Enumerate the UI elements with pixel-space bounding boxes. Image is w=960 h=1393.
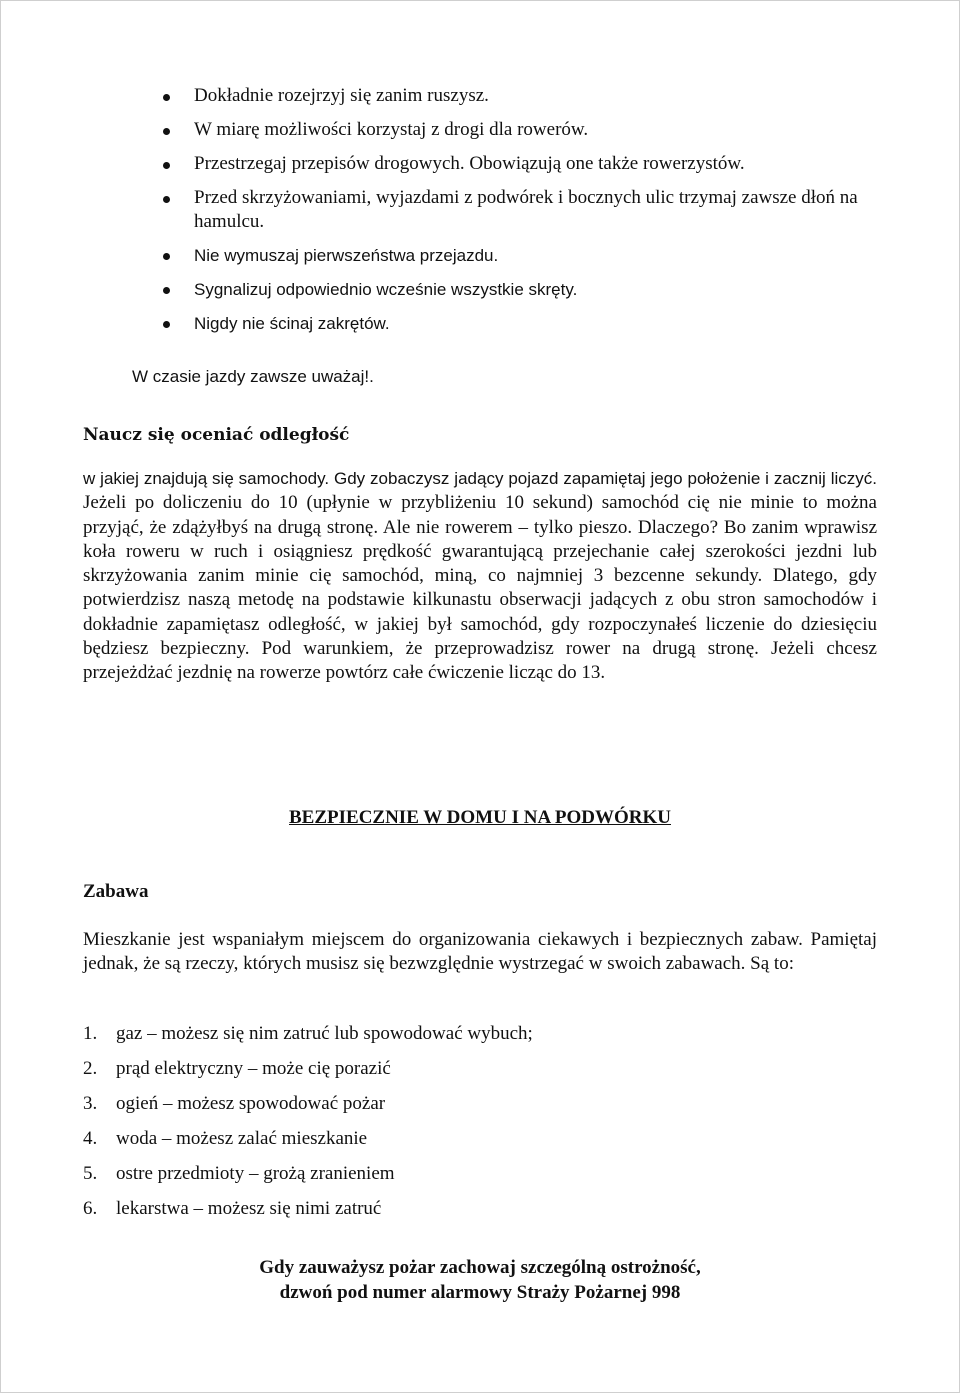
list-item-text: prąd elektryczny – może cię porazić (116, 1058, 391, 1079)
list-item-text: Nigdy nie ścinaj zakrętów. (194, 314, 390, 333)
list-item (163, 278, 863, 302)
list-item (83, 1197, 533, 1221)
list-item (83, 1057, 533, 1081)
list-item (83, 1092, 533, 1116)
list-item-text: woda – możesz zalać mieszkanie (116, 1128, 368, 1149)
list-item (163, 84, 863, 108)
closing-line-1: Gdy zauważysz pożar zachowaj szczególną ostrożność, (259, 1257, 701, 1278)
play-paragraph: Mieszkanie jest wspaniałym miejscem do organizowania ciekawych i bezpiecznych zabaw. Pamiętaj jednak, że są rzeczy, których musisz się bezwzględnie wystrzegać w swoich zabawach. Są to: (83, 929, 877, 974)
list-item-text: Nie wymuszaj pierwszeństwa przejazdu. (194, 246, 499, 265)
list-item (83, 1022, 533, 1046)
list-item-text: lekarstwa – możesz się nimi zatruć (116, 1198, 382, 1219)
list-item (83, 1162, 533, 1186)
dangers-list (83, 1022, 533, 1232)
list-number: 5. (83, 1163, 98, 1184)
distance-paragraph-body: Jeżeli po doliczeniu do 10 (upłynie w przybliżeniu 10 sekund) samochód cię nie minie to można przyjąć, że zdążyłbyś na drugą stronę. Ale nie rowerem – tylko pieszo. Dlaczego? Bo zanim wprawisz koła roweru w ruch i osiągniesz prędkość gwarantującą przejechanie całej szerokości jezdni lub skrzyżowania zanim minie cię samochód, miną, co najmniej 3 bezcenne sekundy. Dlatego, gdy potwierdzisz naszą metodę na podstawie kilkunastu obserwacji jadących z obu stron samochodów i dokładnie zapamiętasz odległość, w jakiej był samochód, gdy rozpoczynałeś liczenie do dziesięciu będziesz bezpieczny. Pod warunkiem, że przeprowadzisz rower na drugą stronę. Jeżeli chcesz przejeżdżać jezdnię na rowerze powtórz całe ćwiczenie licząc do 13. (83, 492, 877, 684)
list-number: 6. (83, 1198, 98, 1219)
list-number: 1. (83, 1023, 98, 1044)
closing-note (0, 1255, 960, 1305)
bullet-icon (163, 196, 170, 203)
list-number: 2. (83, 1058, 98, 1079)
list-item-text: Przed skrzyżowaniami, wyjazdami z podwórek i bocznych ulic trzymaj zawsze dłoń na hamulcu. (194, 187, 858, 232)
list-item-text: W miarę możliwości korzystaj z drogi dla rowerów. (194, 119, 589, 140)
list-item-text: ogień – możesz spowodować pożar (116, 1093, 386, 1114)
list-item (163, 186, 863, 234)
distance-paragraph-intro: w jakiej znajdują się samochody. Gdy zobaczysz jadący pojazd zapamiętaj jego położenie i zacznij liczyć. (83, 469, 877, 488)
list-item-text: Dokładnie rozejrzyj się zanim ruszysz. (194, 85, 489, 106)
attention-note: W czasie jazdy zawsze uważaj!. (132, 367, 374, 386)
bullet-icon (163, 128, 170, 135)
bullet-icon (163, 287, 170, 294)
play-heading: Zabawa (83, 881, 149, 902)
list-item (163, 312, 863, 336)
list-item-text: ostre przedmioty – grożą zranieniem (116, 1163, 395, 1184)
bullet-icon (163, 321, 170, 328)
list-number: 3. (83, 1093, 98, 1114)
bullet-icon (163, 94, 170, 101)
distance-paragraph (83, 467, 877, 686)
list-item-text: Sygnalizuj odpowiednio wcześnie wszystkie skręty. (194, 280, 578, 299)
list-item (163, 152, 863, 176)
closing-line-2: dzwoń pod numer alarmowy Straży Pożarnej 998 (279, 1282, 681, 1303)
list-item (83, 1127, 533, 1151)
bicycle-rules-list (163, 84, 863, 346)
section-title: BEZPIECZNIE W DOMU I NA PODWÓRKU (289, 807, 671, 828)
list-item-text: gaz – możesz się nim zatruć lub spowodować wybuch; (116, 1023, 533, 1044)
bullet-icon (163, 162, 170, 169)
list-number: 4. (83, 1128, 98, 1149)
list-item (163, 118, 863, 142)
distance-heading: Naucz się oceniać odległość (83, 425, 350, 445)
list-item-text: Przestrzegaj przepisów drogowych. Obowiązują one także rowerzystów. (194, 153, 745, 174)
bullet-icon (163, 253, 170, 260)
list-item (163, 244, 863, 268)
